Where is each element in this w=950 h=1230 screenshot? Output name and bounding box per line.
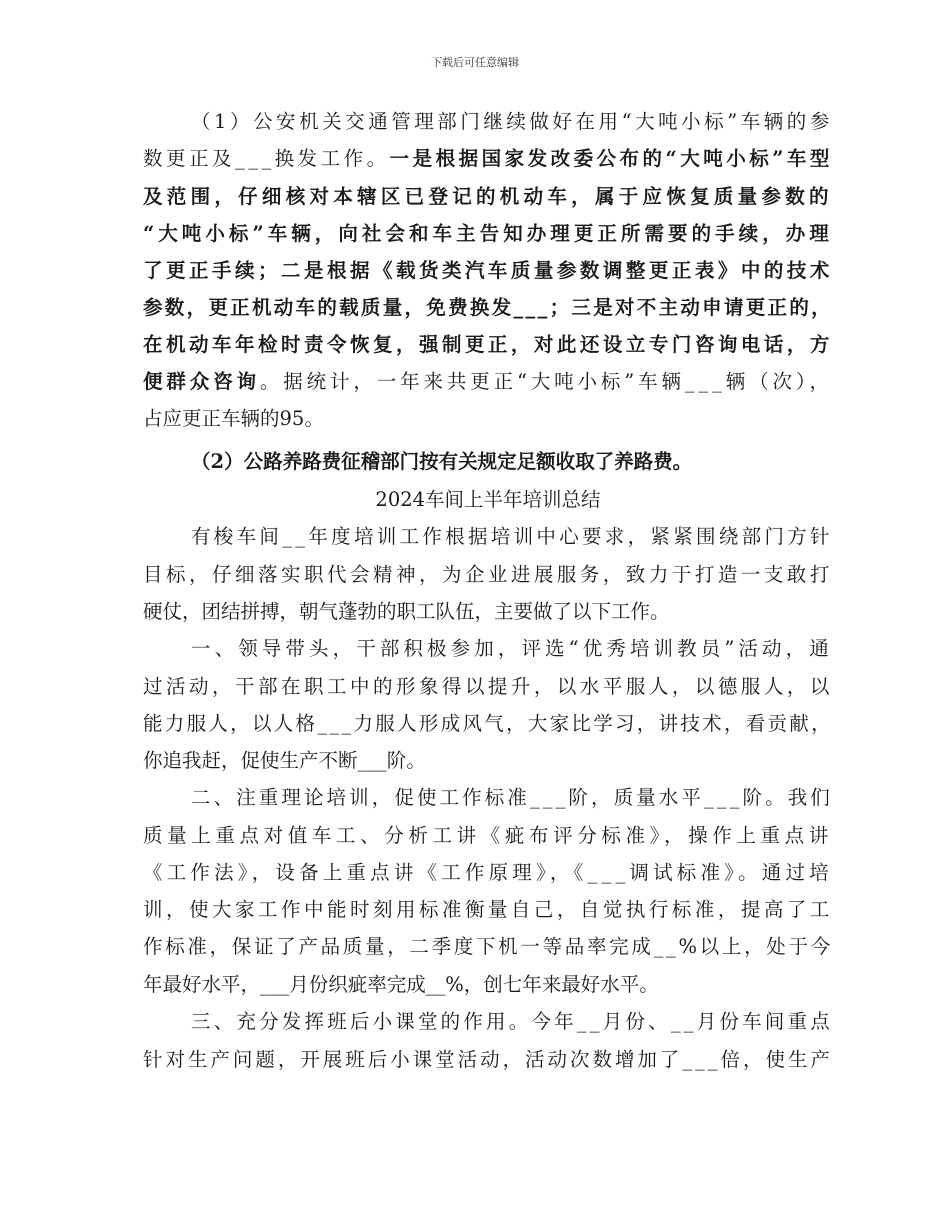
text-segment: 数更正及___换发工作。 [143, 147, 390, 170]
paragraph-line: 一、领导带头，干部积极参加，评选“优秀培训教员”活动，通 [191, 637, 833, 660]
text-segment: 。据统计，一年来共更正“大吨小标”车辆___辆（次）， [259, 370, 833, 393]
paragraph-line: 年最好水平，___月份织疵率完成__%，创七年来最好水平。 [143, 973, 659, 996]
paragraph-line: 《工作法》，设备上重点讲《工作原理》，《___调试标准》。通过培 [143, 861, 833, 884]
paragraph-line: 针对生产问题，开展班后小课堂活动，活动次数增加了___倍，使生产 [143, 1048, 833, 1071]
paragraph-line: 有梭车间__年度培训工作根据培训中心要求，紧紧围绕部门方针 [191, 525, 833, 548]
paragraph-line: 及范围，仔细核对本辖区已登记的机动车，属于应恢复质量参数的 [143, 185, 833, 208]
paragraph-line: 作标准，保证了产品质量，二季度下机一等品率完成__%以上，处于今 [143, 935, 833, 958]
paragraph-line: 了更正手续；二是根据《载货类汽车质量参数调整更正表》中的技术 [143, 259, 833, 282]
paragraph-line: 硬仗，团结拼搏，朝气蓬勃的职工队伍，主要做了以下工作。 [143, 600, 670, 623]
paragraph-line: 参数，更正机动车的载质量，免费换发___；三是对不主动申请更正的， [143, 296, 833, 319]
paragraph-line [143, 372, 833, 392]
paragraph-line: 三、充分发挥班后小课堂的作用。今年__月份、__月份车间重点 [191, 1010, 833, 1033]
paragraph-line: （2）公路养路费征稽部门按有关规定足额收取了养路费。 [191, 450, 693, 473]
paragraph-line: （1）公安机关交通管理部门继续做好在用“大吨小标”车辆的参 [191, 110, 833, 133]
paragraph-line: 质量上重点对值车工、分析工讲《疵布评分标准》，操作上重点讲 [143, 824, 833, 847]
bold-text: 一是根据国家发改委公布的“大吨小标”车型 [389, 147, 833, 170]
paragraph-line: “大吨小标”车辆，向社会和车主告知办理更正所需要的手续，办理 [143, 222, 833, 245]
paragraph-line [143, 149, 833, 169]
paragraph-line: 占应更正车辆的95。 [143, 407, 324, 430]
paragraph-line: 训，使大家工作中能时刻用标准衡量自己，自觉执行标准，提高了工 [143, 898, 833, 921]
section-title: 2024车间上半年培训总结 [375, 488, 601, 511]
page-header: 下载后可任意编辑 [431, 56, 519, 69]
paragraph-line: 过活动，干部在职工中的形象得以提升，以水平服人，以德服人，以 [143, 675, 833, 698]
paragraph-line: 目标，仔细落实职代会精神，为企业进展服务，致力于打造一支敢打 [143, 563, 833, 586]
paragraph-line: 你追我赶，促使生产不断___阶。 [143, 749, 426, 772]
paragraph-line: 能力服人，以人格___力服人形成风气，大家比学习，讲技术，看贡献， [143, 712, 833, 735]
paragraph-line: 二、注重理论培训，促使工作标准___阶，质量水平___阶。我们 [191, 786, 833, 809]
bold-text: 便群众咨询 [143, 370, 260, 393]
paragraph-line: 在机动车年检时责令恢复，强制更正，对此还设立专门咨询电话，方 [143, 333, 833, 356]
